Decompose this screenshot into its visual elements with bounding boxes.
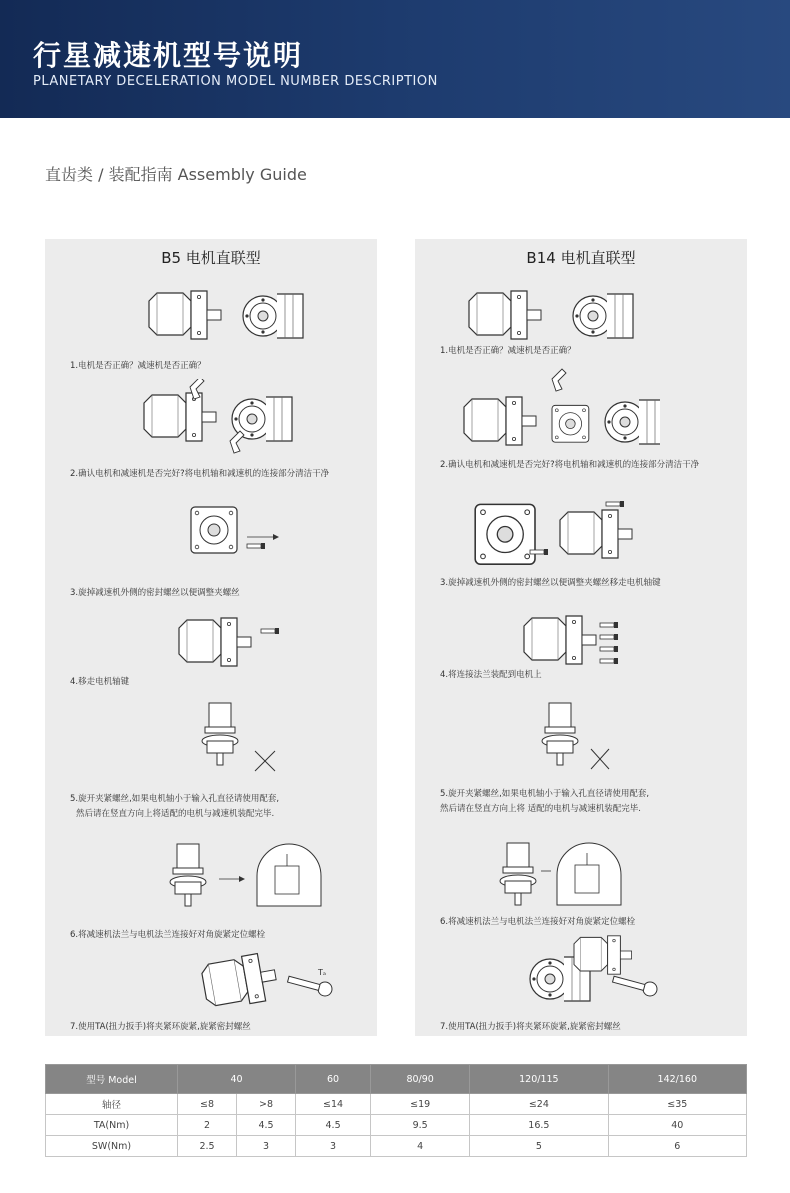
spec-cell: 2.5 [178, 1136, 237, 1157]
spec-row-label: TA(Nm) [46, 1115, 178, 1136]
b5-step3-text: 3.旋掉减速机外侧的密封螺丝以便调整夹螺丝 [70, 588, 240, 598]
b14-step1-text: 1.电机是否正确？减速机是否正确？ [440, 346, 576, 356]
spec-cell: 3 [237, 1136, 296, 1157]
b5-step3-figure [185, 501, 285, 571]
spec-row-label: SW(Nm) [46, 1136, 178, 1157]
header-banner [0, 0, 790, 118]
b5-panel [45, 239, 377, 1036]
b14-step6-text: 6.将减速机法兰与电机法兰连接好对角旋紧定位螺栓 [440, 917, 636, 927]
spec-cell: ≤8 [178, 1094, 237, 1115]
spec-row-label: 轴径 [46, 1094, 178, 1115]
spec-row-sw [46, 1136, 747, 1157]
b14-step3-text: 3.旋掉减速机外侧的密封螺丝以便调整夹螺丝移走电机轴键 [440, 578, 661, 588]
b14-step7-figure [510, 931, 690, 1016]
b5-step6-text: 6.将减速机法兰与电机法兰连接好对角旋紧定位螺栓 [70, 930, 266, 940]
b14-step4-figure [520, 609, 640, 674]
assembly-guide-title: 直齿类 / 装配指南 Assembly Guide [45, 165, 307, 184]
b14-step6-figure [495, 837, 685, 912]
spec-cell: ≤24 [470, 1094, 608, 1115]
b5-step5-text-line2: 然后请在竖直方向上将适配的电机与减速机装配完毕. [76, 809, 275, 819]
spec-cell: 3 [296, 1136, 371, 1157]
spec-cell: ≤14 [296, 1094, 371, 1115]
b5-step6-figure [165, 834, 350, 914]
spec-cell: 2 [178, 1115, 237, 1136]
b14-step4-text: 4.将连接法兰装配到电机上 [440, 670, 542, 680]
spec-header-120-115: 120/115 [470, 1065, 608, 1094]
b14-step7-text: 7.使用TA(扭力扳手)将夹紧环旋紧,旋紧密封螺丝 [440, 1022, 621, 1032]
spec-cell: 9.5 [371, 1115, 470, 1136]
b5-step5-text-line1: 5.旋开夹紧螺丝,如果电机轴小于输入孔直径请使用配套, [70, 794, 280, 804]
torque-label: Tₐ [318, 968, 327, 977]
b14-step5-text-line2: 然后请在竖直方向上将 适配的电机与减速机装配完毕. [440, 804, 641, 814]
b14-step5-figure [535, 699, 635, 779]
spec-table [45, 1064, 747, 1157]
spec-row-ta [46, 1115, 747, 1136]
page-subtitle: PLANETARY DECELERATION MODEL NUMBER DESCRIPTION [33, 74, 438, 89]
spec-cell: ≤35 [608, 1094, 746, 1115]
spec-header-142-160: 142/160 [608, 1065, 746, 1094]
b14-step3-figure [470, 494, 650, 569]
spec-cell: 5 [470, 1136, 608, 1157]
b5-panel-title: B5 电机直联型 [161, 249, 261, 267]
spec-cell: 4 [371, 1136, 470, 1157]
b5-step7-text: 7.使用TA(扭力扳手)将夹紧环旋紧,旋紧密封螺丝 [70, 1022, 251, 1032]
spec-row-shaft [46, 1094, 747, 1115]
b5-step5-figure [195, 699, 295, 779]
spec-table-header-row [46, 1065, 747, 1094]
spec-cell: 4.5 [296, 1115, 371, 1136]
spec-header-80-90: 80/90 [371, 1065, 470, 1094]
b14-step5-text-line1: 5.旋开夹紧螺丝,如果电机轴小于输入孔直径请使用配套, [440, 789, 650, 799]
spec-header-40: 40 [178, 1065, 296, 1094]
b14-step2-text: 2.确认电机和减速机是否完好?将电机轴和减速机的连接部分清洁干净 [440, 460, 700, 470]
spec-header-model: 型号 Model [46, 1065, 178, 1094]
b5-step4-text: 4.移走电机轴键 [70, 677, 130, 687]
b14-step1-figure [465, 284, 635, 344]
b14-panel [415, 239, 747, 1036]
spec-header-60: 60 [296, 1065, 371, 1094]
spec-cell: 16.5 [470, 1115, 608, 1136]
b5-step1-text: 1.电机是否正确？减速机是否正确？ [70, 361, 206, 371]
b5-step2-figure [140, 379, 310, 454]
b14-step2-figure [460, 367, 660, 452]
spec-cell: >8 [237, 1094, 296, 1115]
spec-cell: 6 [608, 1136, 746, 1157]
spec-cell: ≤19 [371, 1094, 470, 1115]
b5-step1-figure [145, 284, 305, 344]
b5-step4-figure [175, 611, 285, 671]
page-title: 行星减速机型号说明 [33, 39, 304, 72]
spec-cell: 40 [608, 1115, 746, 1136]
b5-step2-text: 2.确认电机和减速机是否完好?将电机轴和减速机的连接部分清洁干净 [70, 469, 330, 479]
b14-panel-title: B14 电机直联型 [526, 249, 636, 267]
spec-cell: 4.5 [237, 1115, 296, 1136]
b5-step7-figure [200, 947, 360, 1017]
